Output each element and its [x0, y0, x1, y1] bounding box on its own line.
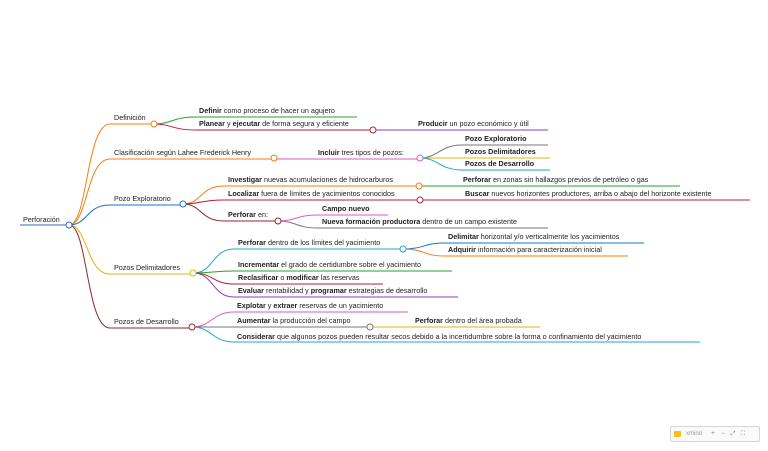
- node-root[interactable]: [66, 222, 72, 228]
- fullscreen-button[interactable]: ⛶: [740, 430, 746, 437]
- zoom-out-button[interactable]: −: [721, 431, 725, 437]
- node-exp-1[interactable]: [416, 183, 422, 189]
- conn-del-1: [193, 249, 234, 273]
- conn-exp-3: [183, 204, 224, 221]
- des-item-2-child[interactable]: Perforar dentro del área probada: [415, 316, 522, 325]
- clas-type-1[interactable]: Pozo Exploratorio: [465, 134, 527, 143]
- node-exp-2[interactable]: [417, 197, 423, 203]
- conn-def-1: [154, 117, 196, 124]
- del-item-1-child-2[interactable]: Adquirir información para caracterización inicial: [448, 245, 602, 254]
- conn-clas-type3: [420, 158, 462, 170]
- def-item-2[interactable]: Planear y ejecutar de forma segura y eficiente: [199, 119, 349, 128]
- clas-child[interactable]: Incluir tres tipos de pozos:: [318, 148, 404, 157]
- conn-exp-3a: [278, 215, 318, 221]
- exp-item-3[interactable]: Perforar en:: [228, 210, 268, 219]
- conn-del-1a: [403, 243, 444, 249]
- exp-item-1[interactable]: Investigar nuevas acumulaciones de hidrocarburos: [228, 175, 394, 184]
- node-del-1[interactable]: [400, 246, 406, 252]
- fit-view-button[interactable]: ⤢: [730, 430, 736, 437]
- exp-item-3-child-1[interactable]: Campo nuevo: [322, 204, 370, 213]
- exp-item-1-child[interactable]: Perforar en zonas sin hallazgos previos de petróleo o gas: [463, 175, 649, 184]
- conn-clas-type1: [420, 145, 462, 158]
- node-exp-3[interactable]: [275, 218, 281, 224]
- exp-item-2[interactable]: Localizar fuera de límites de yacimientos conocidos: [228, 189, 395, 198]
- conn-def-2: [154, 124, 196, 130]
- node-desarrollo[interactable]: [189, 324, 195, 330]
- connector-desarrollo: [69, 225, 110, 328]
- conn-del-3: [193, 273, 234, 284]
- del-item-3[interactable]: Reclasificar o modificar las reservas: [238, 273, 360, 282]
- des-item-2[interactable]: Aumentar la producción del campo: [237, 316, 351, 325]
- conn-exp-2: [183, 200, 224, 204]
- conn-del-1b: [403, 249, 444, 256]
- clas-type-2[interactable]: Pozos Delimitadores: [465, 147, 536, 156]
- connector-definicion: [69, 124, 110, 225]
- def-item-2-child[interactable]: Producir un pozo económico y útil: [418, 119, 529, 128]
- xmind-logo-icon: [674, 430, 684, 438]
- des-item-1[interactable]: Explotar y extraer reservas de un yacimiento: [237, 301, 384, 310]
- connector-delimitadores: [69, 225, 110, 274]
- zoom-toolbar: [670, 426, 760, 442]
- topic-exploratorio[interactable]: Pozo Exploratorio: [114, 194, 171, 203]
- root-topic[interactable]: Perforación: [23, 215, 60, 224]
- zoom-in-button[interactable]: +: [711, 431, 715, 437]
- topic-clasificacion[interactable]: Clasificación según Lahee Frederick Henry: [114, 148, 252, 157]
- conn-des-1: [192, 312, 234, 327]
- del-item-2[interactable]: Incrementar el grado de certidumbre sobre el yacimiento: [238, 260, 421, 269]
- del-item-4[interactable]: Evaluar rentabilidad y programar estrategias de desarrollo: [238, 286, 428, 295]
- topic-definicion[interactable]: Definición: [114, 113, 146, 122]
- del-item-1-child-1[interactable]: Delimitar horizontal y/o verticalmente los yacimientos: [448, 232, 620, 241]
- node-def-2[interactable]: [370, 127, 376, 133]
- node-des-2[interactable]: [367, 324, 373, 330]
- des-item-3[interactable]: Considerar que algunos pozos pueden resultar secos debido a la incertidumbre sobre la forma o confinamiento del yacimiento: [237, 332, 642, 341]
- topic-desarrollo[interactable]: Pozos de Desarrollo: [114, 317, 179, 326]
- labels: [23, 106, 712, 341]
- del-item-1[interactable]: Perforar dentro de los límites del yacimiento: [238, 238, 381, 247]
- conn-exp-3b: [278, 221, 318, 228]
- exp-item-2-child[interactable]: Buscar nuevos horizontes productores, arriba o abajo del horizonte existente: [465, 189, 712, 198]
- topic-delimitadores[interactable]: Pozos Delimitadores: [114, 263, 180, 272]
- connector-clasificacion: [69, 159, 110, 225]
- node-clas-1[interactable]: [417, 155, 423, 161]
- node-exploratorio[interactable]: [180, 201, 186, 207]
- brand-label: xmind: [686, 431, 703, 437]
- exp-item-3-child-2[interactable]: Nueva formación productora dentro de un campo existente: [322, 217, 517, 226]
- root-connectors: [69, 124, 110, 328]
- node-definicion[interactable]: [151, 121, 157, 127]
- node-clasificacion[interactable]: [271, 155, 277, 161]
- conn-del-4: [193, 273, 234, 297]
- node-delimitadores[interactable]: [190, 270, 196, 276]
- def-item-1[interactable]: Definir como proceso de hacer un agujero: [199, 106, 335, 115]
- conn-des-3: [192, 327, 234, 342]
- clas-type-3[interactable]: Pozos de Desarrollo: [465, 159, 535, 168]
